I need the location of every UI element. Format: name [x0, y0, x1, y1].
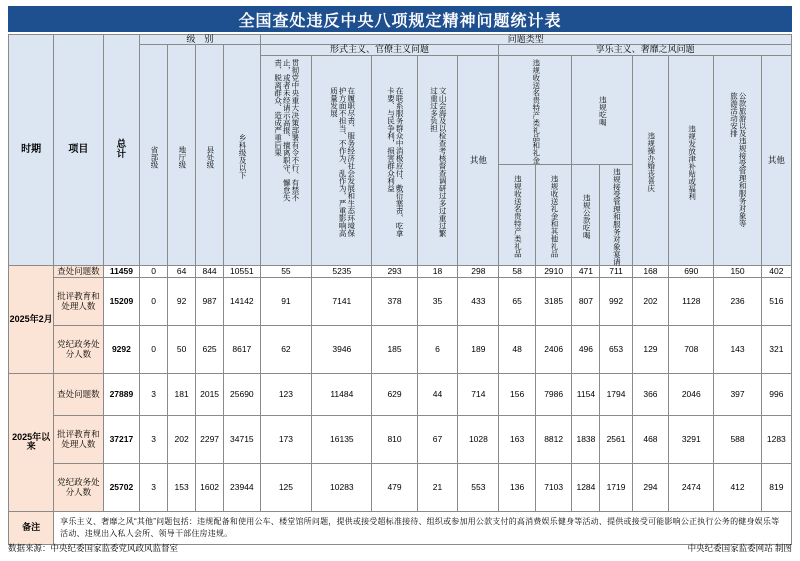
row-label: 查处问题数 — [54, 373, 103, 415]
cell-formalism-2: 810 — [372, 415, 417, 463]
cell-formalism-0: 173 — [260, 415, 312, 463]
row-period-2: 2025年以来 — [9, 373, 54, 511]
cell-subsidy: 3291 — [669, 415, 714, 463]
cell-formalism-2: 293 — [372, 266, 417, 277]
header-hedonism-wedding: 违规操办婚丧喜庆 — [632, 55, 669, 266]
cell-eat-1: 1719 — [600, 463, 632, 511]
cell-wedding: 168 — [632, 266, 669, 277]
table-row — [9, 415, 792, 463]
footer — [8, 539, 792, 557]
header-level-group: 级 别 — [140, 35, 260, 45]
header-hedonism-subsidy: 违规发放津补贴或福利 — [669, 55, 714, 266]
cell-eat-1: 711 — [600, 266, 632, 277]
cell-wedding: 294 — [632, 463, 669, 511]
header-level-provincial: 省部级 — [140, 45, 168, 266]
cell-formalism-other: 1028 — [458, 415, 499, 463]
cell-wedding: 468 — [632, 415, 669, 463]
header-level-bureau: 地厅级 — [168, 45, 196, 266]
header-hedonism-group: 享乐主义、奢靡之风问题 — [499, 45, 792, 55]
cell-level-0: 0 — [140, 277, 168, 325]
cell-subsidy: 2046 — [669, 373, 714, 415]
cell-formalism-0: 123 — [260, 373, 312, 415]
row-label: 查处问题数 — [54, 266, 103, 277]
cell-gift-0: 58 — [499, 266, 536, 277]
cell-hedonism-other: 402 — [761, 266, 791, 277]
cell-gift-0: 156 — [499, 373, 536, 415]
cell-level-1: 92 — [168, 277, 196, 325]
cell-wedding: 366 — [632, 373, 669, 415]
header-formalism-col-4: 文山会海及以检查考核督查调研过多过重过繁过重过多负担 — [417, 55, 458, 266]
header-formalism-other: 其他 — [458, 55, 499, 266]
cell-level-2: 2297 — [196, 415, 224, 463]
cell-level-3: 8617 — [224, 325, 261, 373]
cell-formalism-0: 91 — [260, 277, 312, 325]
cell-level-3: 23944 — [224, 463, 261, 511]
cell-total: 11459 — [103, 266, 140, 277]
row-label: 批评教育和处理人数 — [54, 415, 103, 463]
cell-total: 27889 — [103, 373, 140, 415]
cell-travel: 236 — [714, 277, 761, 325]
note-text: 享乐主义、奢靡之风“其他”问题包括：违规配备和使用公车、楼堂馆所问题，提供或接受超标准接待、组织或参加用公款支付的高消费娱乐健身等活动、提供或接受可能影响公正执行公务的健身娱乐等活动、违规出入私人会所、领导干部住房违规。 — [54, 511, 792, 544]
header-problem-type-group: 问题类型 — [260, 35, 791, 45]
header-total: 总 计 — [103, 35, 140, 266]
cell-formalism-2: 479 — [372, 463, 417, 511]
header-hedonism-eat-sub-1: 违规公款吃喝 — [572, 164, 600, 266]
cell-formalism-1: 16135 — [312, 415, 372, 463]
cell-level-3: 25690 — [224, 373, 261, 415]
cell-travel: 150 — [714, 266, 761, 277]
cell-total: 15209 — [103, 277, 140, 325]
header-hedonism-gift: 违规收送名贵特产类礼品和礼金 — [499, 55, 572, 164]
cell-eat-0: 1838 — [572, 415, 600, 463]
cell-gift-1: 7986 — [535, 373, 572, 415]
cell-hedonism-other: 321 — [761, 325, 791, 373]
cell-hedonism-other: 996 — [761, 373, 791, 415]
cell-formalism-other: 714 — [458, 373, 499, 415]
cell-subsidy: 708 — [669, 325, 714, 373]
cell-formalism-3: 67 — [417, 415, 458, 463]
cell-eat-0: 471 — [572, 266, 600, 277]
cell-level-1: 202 — [168, 415, 196, 463]
cell-level-1: 181 — [168, 373, 196, 415]
header-hedonism-gift-sub-1: 违规收送名贵特产类礼品 — [499, 164, 536, 266]
cell-level-2: 2015 — [196, 373, 224, 415]
header-formalism-col-1: 贯彻党中央重大决策部署有令不行、有禁不止，或者未经请示高报、擅离职守、懈怠失责、脱离群众、造成严重后果 — [260, 55, 312, 266]
cell-formalism-other: 298 — [458, 266, 499, 277]
cell-formalism-other: 553 — [458, 463, 499, 511]
row-period-1: 2025年2月 — [9, 266, 54, 373]
cell-formalism-2: 185 — [372, 325, 417, 373]
cell-level-1: 50 — [168, 325, 196, 373]
cell-level-1: 64 — [168, 266, 196, 277]
header-hedonism-eat-sub-2: 违规接受管理和服务对象宴请 — [600, 164, 632, 266]
header-time: 时期 — [9, 35, 54, 266]
cell-eat-0: 1154 — [572, 373, 600, 415]
cell-level-3: 34715 — [224, 415, 261, 463]
header-hedonism-other: 其他 — [761, 55, 791, 266]
cell-gift-1: 2406 — [535, 325, 572, 373]
cell-level-0: 3 — [140, 463, 168, 511]
page-title: 全国查处违反中央八项规定精神问题统计表 — [8, 6, 792, 32]
cell-level-0: 0 — [140, 325, 168, 373]
cell-eat-1: 653 — [600, 325, 632, 373]
cell-gift-0: 163 — [499, 415, 536, 463]
header-item: 项目 — [54, 35, 103, 266]
header-hedonism-gift-sub-2: 违规收送礼金和其他礼品 — [535, 164, 572, 266]
statistics-table — [8, 34, 792, 545]
footer-credit: 中央纪委国家监委网站 制图 — [687, 543, 792, 553]
cell-formalism-other: 189 — [458, 325, 499, 373]
cell-total: 37217 — [103, 415, 140, 463]
cell-level-0: 3 — [140, 415, 168, 463]
cell-level-3: 14142 — [224, 277, 261, 325]
cell-eat-0: 1284 — [572, 463, 600, 511]
cell-eat-1: 992 — [600, 277, 632, 325]
cell-formalism-1: 5235 — [312, 266, 372, 277]
note-label: 备注 — [9, 511, 54, 544]
cell-formalism-0: 62 — [260, 325, 312, 373]
cell-travel: 412 — [714, 463, 761, 511]
header-hedonism-eat: 违规吃喝 — [572, 55, 632, 164]
cell-hedonism-other: 1283 — [761, 415, 791, 463]
cell-gift-1: 2910 — [535, 266, 572, 277]
cell-formalism-other: 433 — [458, 277, 499, 325]
cell-formalism-0: 125 — [260, 463, 312, 511]
cell-wedding: 202 — [632, 277, 669, 325]
cell-formalism-3: 6 — [417, 325, 458, 373]
cell-eat-0: 807 — [572, 277, 600, 325]
cell-formalism-0: 55 — [260, 266, 312, 277]
table-row — [9, 373, 792, 415]
cell-wedding: 129 — [632, 325, 669, 373]
cell-formalism-3: 35 — [417, 277, 458, 325]
cell-gift-0: 65 — [499, 277, 536, 325]
cell-gift-1: 7103 — [535, 463, 572, 511]
cell-formalism-1: 10283 — [312, 463, 372, 511]
header-hedonism-travel: 公款旅游以及违规接受管理和服务对象等旅游活动安排 — [714, 55, 761, 266]
cell-formalism-3: 44 — [417, 373, 458, 415]
cell-travel: 397 — [714, 373, 761, 415]
row-label: 党纪政务处分人数 — [54, 463, 103, 511]
cell-gift-0: 136 — [499, 463, 536, 511]
cell-eat-0: 496 — [572, 325, 600, 373]
cell-hedonism-other: 516 — [761, 277, 791, 325]
header-formalism-col-3: 在联系服务群众中消极应付、敷衍塞责、吃拿卡要、与民争利，损害群众利益 — [372, 55, 417, 266]
cell-formalism-3: 18 — [417, 266, 458, 277]
table-row — [9, 325, 792, 373]
cell-subsidy: 1128 — [669, 277, 714, 325]
cell-subsidy: 690 — [669, 266, 714, 277]
cell-total: 25702 — [103, 463, 140, 511]
cell-formalism-2: 629 — [372, 373, 417, 415]
cell-formalism-1: 3946 — [312, 325, 372, 373]
cell-gift-1: 8812 — [535, 415, 572, 463]
cell-level-2: 844 — [196, 266, 224, 277]
header-formalism-group: 形式主义、官僚主义问题 — [260, 45, 499, 55]
cell-level-2: 987 — [196, 277, 224, 325]
cell-subsidy: 2474 — [669, 463, 714, 511]
table-row — [9, 277, 792, 325]
cell-travel: 143 — [714, 325, 761, 373]
cell-gift-1: 3185 — [535, 277, 572, 325]
row-label: 批评教育和处理人数 — [54, 277, 103, 325]
header-formalism-col-2: 在履职尽责、服务经济社会发展和生态环境保护方面不担当、不作为、乱作为，严重影响高质量发展 — [312, 55, 372, 266]
cell-gift-0: 48 — [499, 325, 536, 373]
cell-level-3: 10551 — [224, 266, 261, 277]
cell-level-0: 0 — [140, 266, 168, 277]
cell-formalism-1: 11484 — [312, 373, 372, 415]
cell-formalism-3: 21 — [417, 463, 458, 511]
cell-level-1: 153 — [168, 463, 196, 511]
footer-source: 数据来源：中央纪委国家监委党风政风监督室 — [8, 543, 179, 553]
cell-level-2: 1602 — [196, 463, 224, 511]
header-level-township: 乡科级及以下 — [224, 45, 261, 266]
cell-level-2: 625 — [196, 325, 224, 373]
cell-hedonism-other: 819 — [761, 463, 791, 511]
cell-total: 9292 — [103, 325, 140, 373]
table-row — [9, 463, 792, 511]
cell-eat-1: 2561 — [600, 415, 632, 463]
cell-formalism-2: 378 — [372, 277, 417, 325]
row-label: 党纪政务处分人数 — [54, 325, 103, 373]
cell-eat-1: 1794 — [600, 373, 632, 415]
cell-level-0: 3 — [140, 373, 168, 415]
header-level-county: 县处级 — [196, 45, 224, 266]
cell-formalism-1: 7141 — [312, 277, 372, 325]
cell-travel: 588 — [714, 415, 761, 463]
table-row — [9, 266, 792, 277]
